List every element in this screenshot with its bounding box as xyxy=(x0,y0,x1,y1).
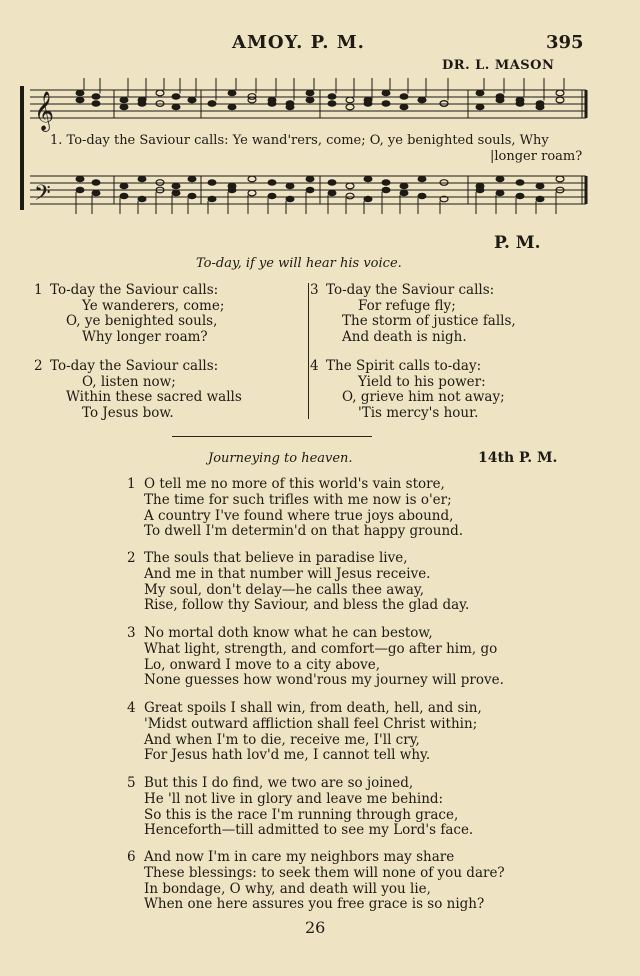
hymn2-stanza-line: He 'll not live in glory and leave me behind: xyxy=(144,790,444,807)
hymn2-stanza-line: And when I'm to die, receive me, I'll cry, xyxy=(144,731,420,748)
hymn2-stanza-line: But this I do find, we two are so joined, xyxy=(144,775,414,791)
hymn1-stanza-line: Yield to his power: xyxy=(358,373,486,390)
hymn2-stanza-line: Great spoils I shall win, from death, hell, and sin, xyxy=(144,700,482,716)
hymn1-stanza-line: Why longer roam? xyxy=(82,328,208,345)
hymn1-stanza-line: For refuge fly; xyxy=(358,297,456,314)
hymn2-stanza-line: The souls that believe in paradise live, xyxy=(144,550,408,566)
hymn2-stanza-line: My soul, don't delay—he calls thee away, xyxy=(144,581,425,598)
hymn1-stanza-line: The storm of justice falls, xyxy=(342,313,516,329)
hymn2-stanza-line: O tell me no more of this world's vain store, xyxy=(144,476,445,492)
hymn1-stanza-line: Within these sacred walls xyxy=(66,389,242,405)
hymn2-stanza-line: No mortal doth know what he can bestow, xyxy=(144,625,433,641)
hymn2-stanza-line: Rise, follow thy Saviour, and bless the glad day. xyxy=(144,597,470,614)
hymn-title: AMOY. P. M. xyxy=(232,32,365,53)
hymn1-stanza-number: 1 xyxy=(34,282,43,298)
hymn1-stanza-line: And death is nigh. xyxy=(342,328,467,345)
footer-page-number: 26 xyxy=(305,918,326,937)
hymn2-stanza-line: These blessings: to seek them will none of you dare? xyxy=(144,864,505,881)
hymn2-stanza-line: A country I've found where true joys abound, xyxy=(144,507,454,524)
hymn2-stanza-line: What light, strength, and comfort—go after him, go xyxy=(144,640,498,657)
section-rule xyxy=(172,436,372,437)
hymn2-stanza-line: Lo, onward I move to a city above, xyxy=(144,656,381,673)
hymn2-stanza-line: In bondage, O why, and death will you lie, xyxy=(144,880,431,897)
bass-clef-icon: 𝄢 xyxy=(34,181,51,211)
hymn2-stanza-line: Henceforth—till admitted to see my Lord's face. xyxy=(144,822,474,839)
hymn2-stanza-number: 6 xyxy=(127,849,136,865)
hymn2-stanza-line: 'Midst outward affliction shall feel Christ within; xyxy=(144,715,478,732)
music-lyric-continuation: |longer roam? xyxy=(490,149,583,164)
hymn2-stanza-line: So this is the race I'm running through grace, xyxy=(144,806,459,823)
hymn1-meter: P. M. xyxy=(494,233,541,253)
page-number: 395 xyxy=(546,32,584,53)
hymn2-stanza-line: And now I'm in care my neighbors may share xyxy=(144,849,455,865)
hymn1-stanza-line: O, listen now; xyxy=(82,373,176,390)
hymn1-stanza-line: O, grieve him not away; xyxy=(342,389,505,405)
hymn2-stanza-line: None guesses how wond'rous my journey will prove. xyxy=(144,672,504,689)
hymn2-stanza-number: 1 xyxy=(127,476,136,492)
hymn1-stanza-line: To-day the Saviour calls: xyxy=(326,282,495,298)
hymn1-stanza-line: To-day the Saviour calls: xyxy=(50,358,219,374)
hymn1-stanza-line: O, ye benighted souls, xyxy=(66,313,218,329)
treble-clef-icon: 𝄞 xyxy=(34,91,55,131)
hymn1-stanza-line: 'Tis mercy's hour. xyxy=(358,404,479,421)
hymn1-stanza-number: 3 xyxy=(310,282,319,298)
music-score xyxy=(20,78,594,218)
hymn1-stanza-number: 4 xyxy=(310,358,319,374)
hymn2-stanza-number: 4 xyxy=(127,700,136,716)
hymn2-stanza-number: 5 xyxy=(127,775,136,791)
column-divider xyxy=(308,283,309,419)
hymn2-stanza-line: To dwell I'm determin'd on that happy ground. xyxy=(144,523,464,540)
hymn2-stanza-number: 2 xyxy=(127,550,136,566)
music-lyric-line: 1. To-day the Saviour calls: Ye wand'rers, come; O, ye benighted souls, Why xyxy=(50,133,549,148)
hymn1-stanza-line: To Jesus bow. xyxy=(82,404,174,421)
hymn1-stanza-number: 2 xyxy=(34,358,43,374)
hymn2-stanza-line: The time for such trifles with me now is o'er; xyxy=(144,491,452,508)
hymn1-stanza-line: Ye wanderers, come; xyxy=(82,297,225,314)
hymn1-stanza-line: The Spirit calls to-day: xyxy=(326,358,482,374)
hymn2-meter: 14th P. M. xyxy=(478,450,558,466)
hymn2-stanza-number: 3 xyxy=(127,625,136,641)
composer-name: DR. L. MASON xyxy=(442,58,555,73)
hymn2-stanza-line: When one here assures you free grace is so nigh? xyxy=(144,896,485,913)
hymn2-stanza-line: For Jesus hath lov'd me, I cannot tell why. xyxy=(144,747,431,764)
hymn1-subtitle: To-day, if ye will hear his voice. xyxy=(196,256,402,271)
hymn2-subtitle: Journeying to heaven. xyxy=(208,451,353,466)
hymn2-stanza-line: And me in that number will Jesus receive. xyxy=(144,565,431,582)
hymn1-stanza-line: To-day the Saviour calls: xyxy=(50,282,219,298)
